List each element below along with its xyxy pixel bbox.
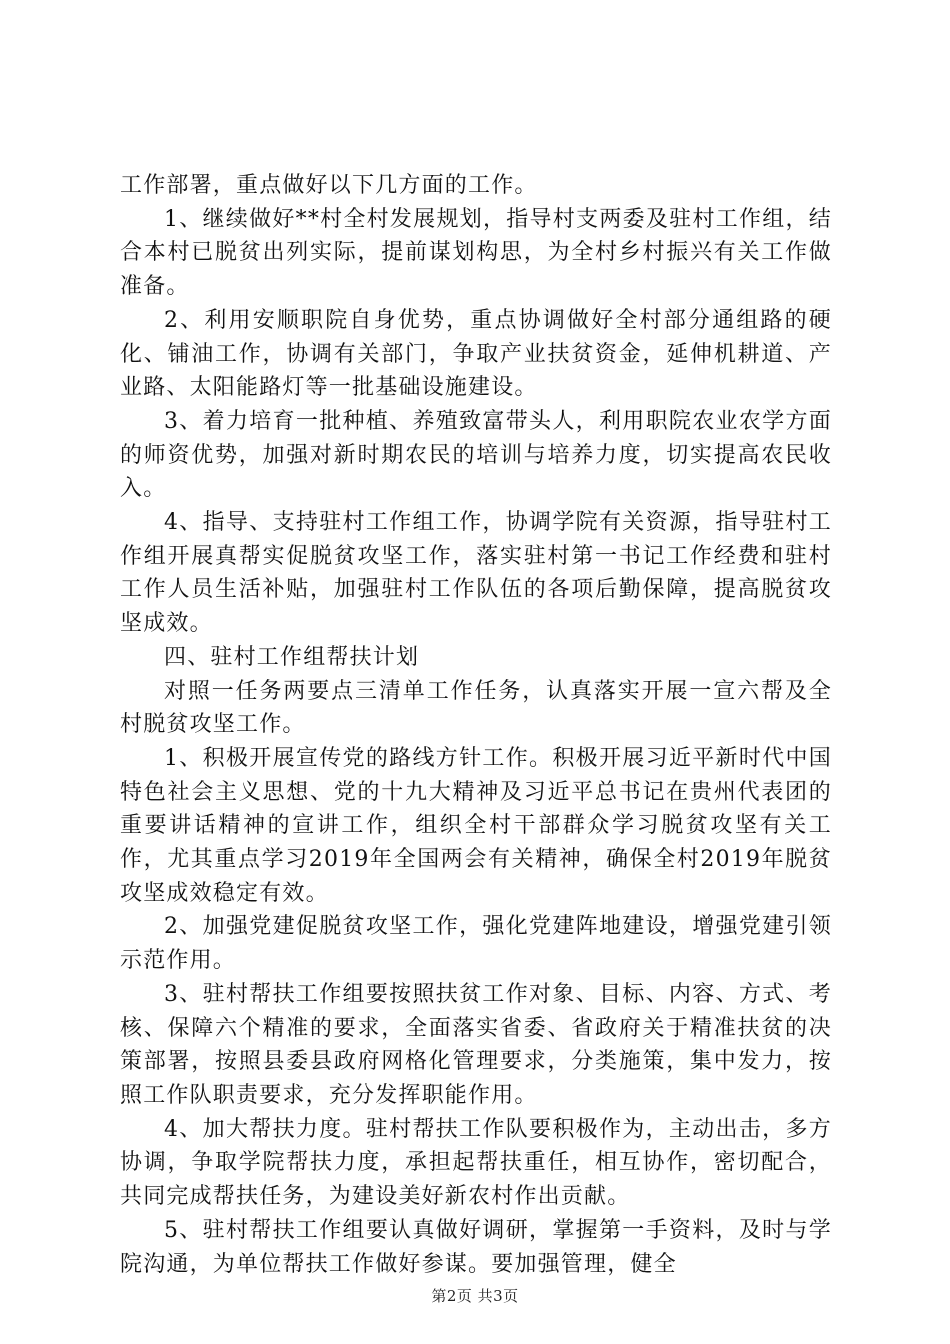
paragraph-intro: 工作部署，重点做好以下几方面的工作。 — [120, 173, 538, 198]
paragraph-item-3: 3、着力培育一批种植、养殖致富带头人，利用职院农业农学方面的师资优势，加强对新时期农民的培训与培养力度，切实提高农民收入。 — [120, 408, 832, 502]
paragraph-plan-5: 5、驻村帮扶工作组要认真做好调研，掌握第一手资料，及时与学院沟通，为单位帮扶工作做好参谋。要加强管理，健全 — [120, 1217, 832, 1277]
page-number-footer: 第2页 共3页 — [431, 1287, 519, 1305]
paragraph-plan-3: 3、驻村帮扶工作组要按照扶贫工作对象、目标、内容、方式、考核、保障六个精准的要求，全面落实省委、省政府关于精准扶贫的决策部署，按照县委县政府网格化管理要求，分类施策，集中发力，按照工作队职责要求，充分发挥职能作用。 — [120, 981, 832, 1108]
paragraph-item-2: 2、利用安顺职院自身优势，重点协调做好全村部分通组路的硬化、铺油工作，协调有关部门，争取产业扶贫资金，延伸机耕道、产业路、太阳能路灯等一批基础设施建设。 — [120, 307, 832, 401]
paragraph-plan-2: 2、加强党建促脱贫攻坚工作，强化党建阵地建设，增强党建引领示范作用。 — [120, 914, 832, 974]
section-heading: 四、驻村工作组帮扶计划 — [164, 644, 420, 670]
section-intro: 对照一任务两要点三清单工作任务，认真落实开展一宣六帮及全村脱贫攻坚工作。 — [120, 678, 832, 738]
document-body — [120, 169, 832, 1281]
paragraph-item-4: 4、指导、支持驻村工作组工作，协调学院有关资源，指导驻村工作组开展真帮实促脱贫攻坚工作，落实驻村第一书记工作经费和驻村工作人员生活补贴，加强驻村工作队伍的各项后勤保障，提高脱贫攻坚成效。 — [120, 510, 832, 637]
paragraph-plan-1: 1、积极开展宣传党的路线方针工作。积极开展习近平新时代中国特色社会主义思想、党的十九大精神及习近平总书记在贵州代表团的重要讲话精神的宣讲工作，组织全村干部群众学习脱贫攻坚有关工作，尤其重点学习2019年全国两会有关精神，确保全村2019年脱贫攻坚成效稳定有效。 — [120, 745, 832, 906]
paragraph-item-1: 1、继续做好**村全村发展规划，指导村支两委及驻村工作组，结合本村已脱贫出列实际，提前谋划构思，为全村乡村振兴有关工作做准备。 — [120, 206, 832, 300]
paragraph-plan-4: 4、加大帮扶力度。驻村帮扶工作队要积极作为，主动出击，多方协调，争取学院帮扶力度，承担起帮扶重任，相互协作，密切配合，共同完成帮扶任务，为建设美好新农村作出贡献。 — [120, 1116, 832, 1210]
